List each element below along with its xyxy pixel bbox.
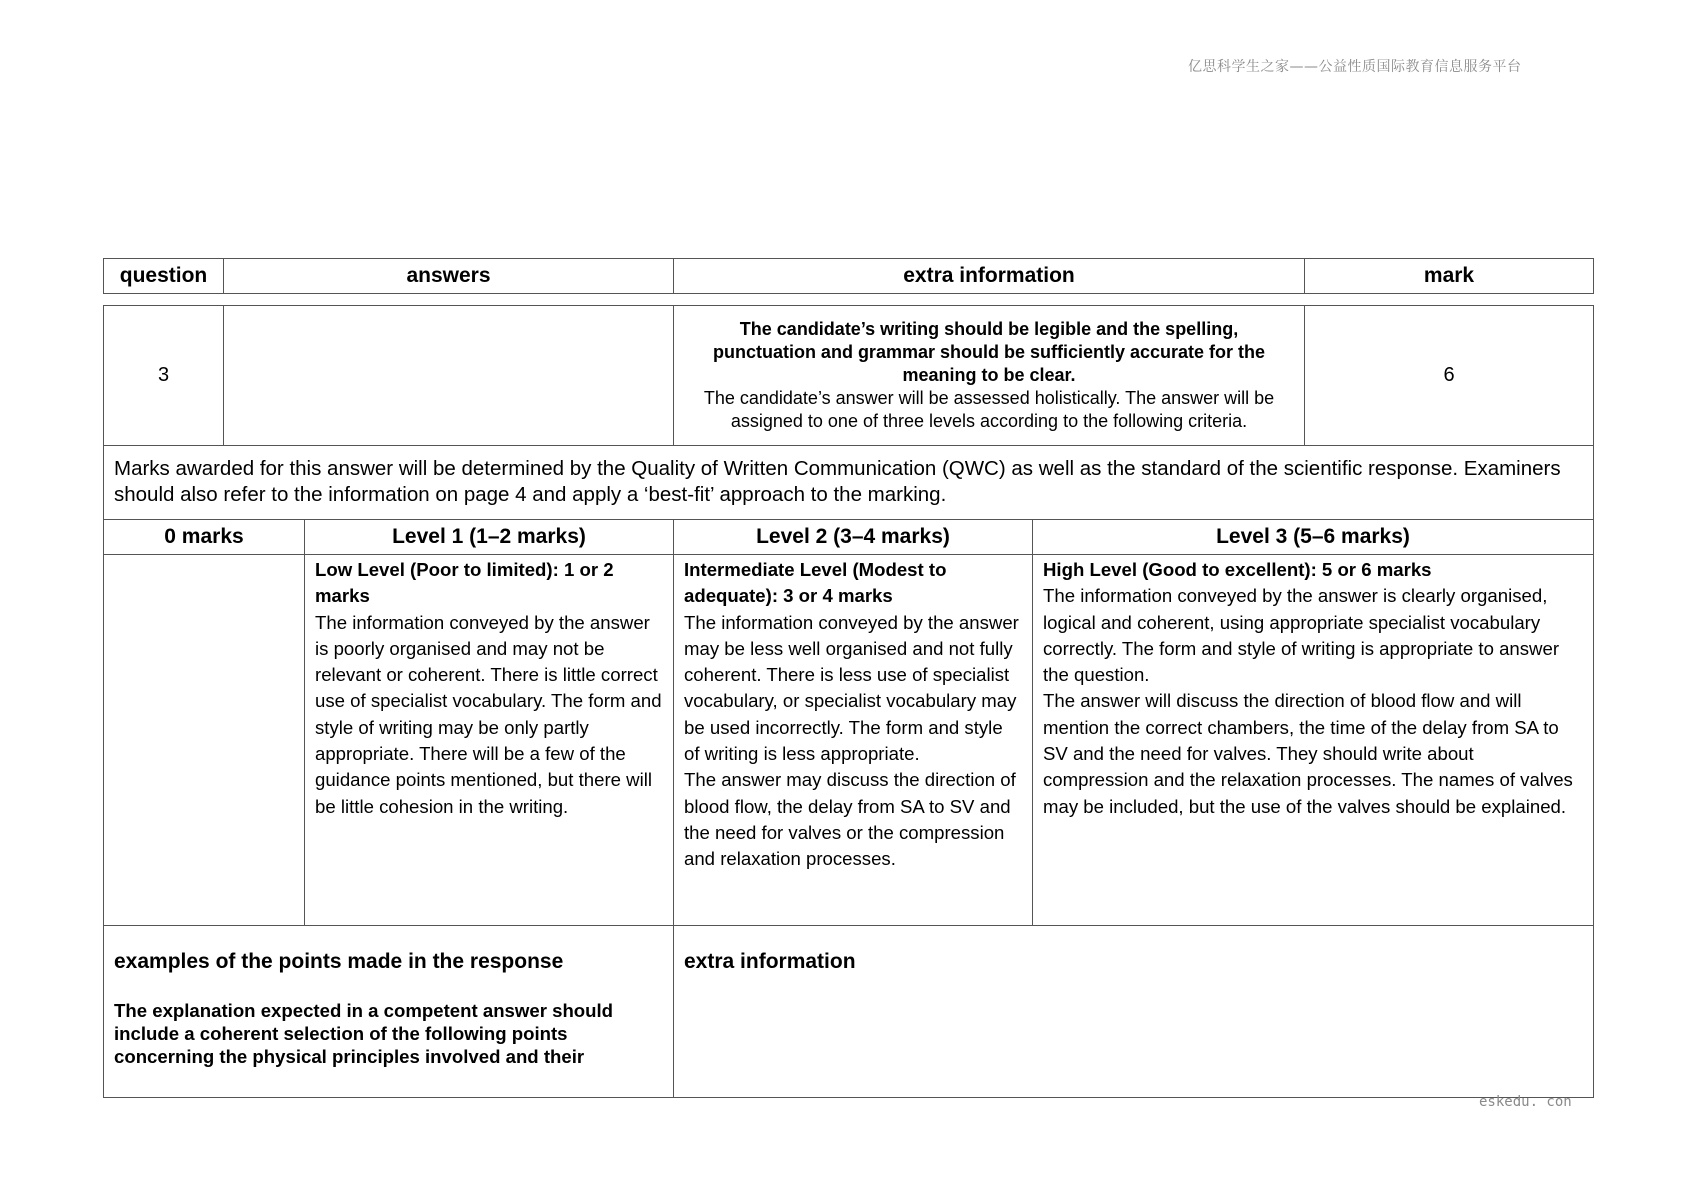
examples-body: The explanation expected in a competent answer should include a coherent selection of the following points concerning the physical principles involved and their [114,1000,614,1067]
level-3-title: High Level (Good to excellent): 5 or 6 marks [1043,559,1432,580]
level-3-description-2: The answer will discuss the direction of blood flow and will mention the correct chambers, the time of the delay from SA to SV and the need for valves. They should write about compression and the relaxation processes. The names of valves may be included, but the use of the valves should be explained. [1043,690,1573,817]
level-2-cell [674,555,1033,926]
mark-scheme-table [103,305,1594,1098]
watermark-bottom: eskedu. con [1479,1094,1572,1110]
watermark-top: 亿思科学生之家——公益性质国际教育信息服务平台 [1188,59,1522,75]
qwc-requirement: The candidate’s writing should be legible and the spelling, punctuation and grammar should be sufficiently accurate for the meaning to be clear. [712,319,1266,385]
qwc-row [104,446,1594,520]
examples-extra-heading: extra information [684,950,856,973]
question-row [104,306,1594,446]
question-extra-information [674,306,1305,446]
header-question: question [104,259,224,294]
question-mark: 6 [1305,306,1594,446]
examples-cell [104,926,674,1098]
level-description-row [104,555,1594,926]
qwc-note: Marks awarded for this answer will be determined by the Quality of Written Communication (QWC) as well as the standard of the scientific response. Examiners should also refer to the information on page 4 and apply a ‘best-fit’ approach to the marking. [104,446,1594,520]
level-2-description-2: The answer may discuss the direction of blood flow, the delay from SA to SV and the need for valves or the compression and relaxation processes. [684,769,1016,870]
level-2-title: Intermediate Level (Modest to adequate): 3 or 4 marks [684,559,947,607]
examples-extra-cell [674,926,1594,1098]
level-1-title: Low Level (Poor to limited): 1 or 2 marks [315,559,614,607]
level-header-1: Level 1 (1–2 marks) [305,520,674,555]
assessment-note: The candidate’s answer will be assessed holistically. The answer will be assigned to one of three levels according to the following criteria. [703,388,1275,431]
level-3-description: The information conveyed by the answer is clearly organised, logical and coherent, using appropriate specialist vocabulary correctly. The form and style of writing is appropriate to answer the question. [1043,585,1560,686]
header-mark: mark [1305,259,1594,294]
header-extra-information: extra information [674,259,1305,294]
level-header-3: Level 3 (5–6 marks) [1033,520,1594,555]
question-answers [224,306,674,446]
question-number: 3 [104,306,224,446]
header-table [103,258,1594,294]
level-0-cell [104,555,305,926]
examples-row [104,926,1594,1098]
examples-heading: examples of the points made in the response [114,950,564,973]
level-1-description: The information conveyed by the answer is poorly organised and may not be relevant or coherent. There is little correct use of specialist vocabulary. The form and style of writing may be only partly appropriate. There will be a few of the guidance points mentioned, but there will be little cohesion in the writing. [315,611,662,817]
level-header-0: 0 marks [104,520,305,555]
level-1-cell [305,555,674,926]
header-row [104,259,1594,294]
header-answers: answers [224,259,674,294]
level-header-row [104,520,1594,555]
level-3-cell [1033,555,1594,926]
level-2-description: The information conveyed by the answer may be less well organised and not fully coherent. There is less use of specialist vocabulary, or specialist vocabulary may be used incorrectly. The form and style of writing is less appropriate. [684,611,1019,765]
level-header-2: Level 2 (3–4 marks) [674,520,1033,555]
